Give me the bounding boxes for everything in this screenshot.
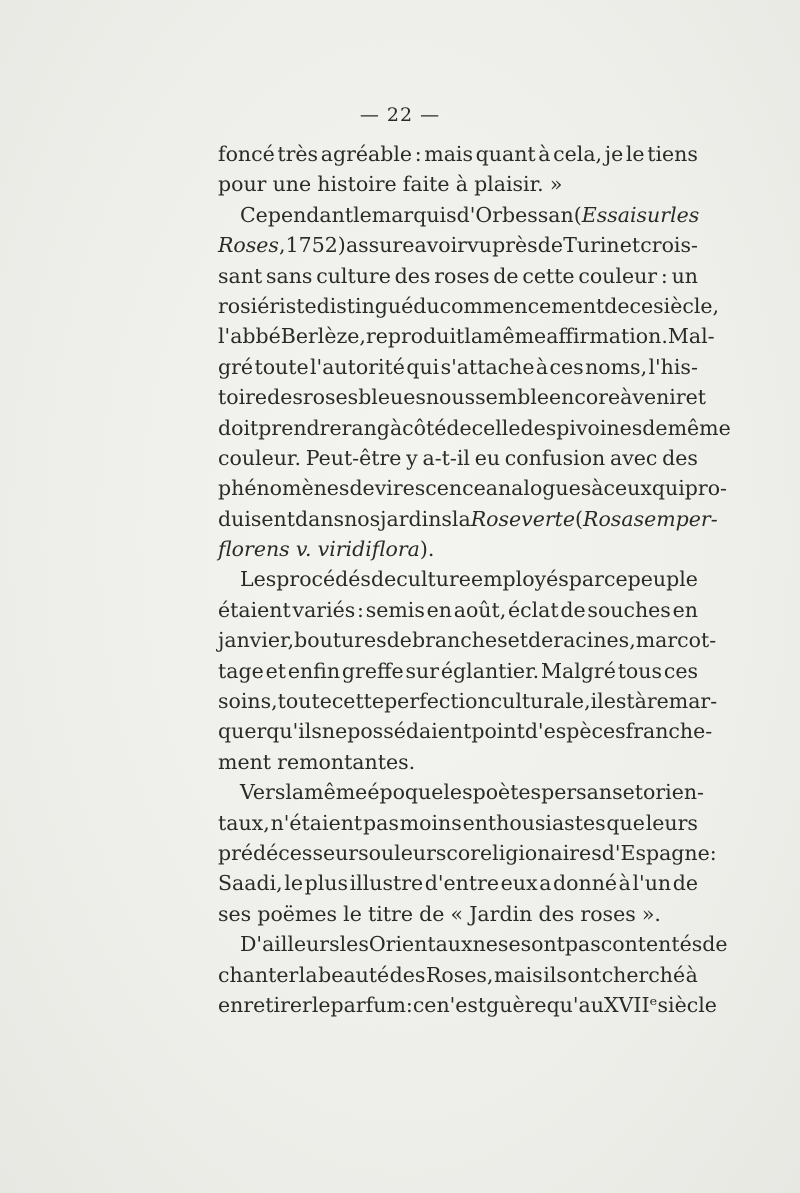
text-line	[218, 382, 707, 412]
word: ne	[321, 719, 348, 744]
word: à	[618, 871, 631, 896]
word: virescence	[374, 476, 486, 501]
word: l'abbé	[218, 324, 281, 349]
word: siècle,	[653, 293, 720, 318]
text-line	[218, 200, 698, 230]
word: ce	[412, 992, 437, 1017]
word: en	[218, 992, 244, 1017]
word	[634, 504, 718, 534]
word: que	[606, 810, 645, 835]
text-line	[218, 504, 718, 534]
text-line	[218, 716, 713, 746]
text-line	[218, 625, 717, 655]
word: culture	[316, 263, 391, 288]
word: noms,	[585, 354, 648, 379]
word: par	[568, 567, 604, 592]
word: ne	[472, 932, 498, 957]
word: (Essai	[573, 202, 637, 227]
word: près	[492, 233, 538, 258]
word: ces	[663, 658, 698, 683]
word: janvier,	[218, 628, 295, 653]
word: ces	[549, 354, 584, 379]
text-line	[218, 595, 698, 625]
word: époque	[367, 780, 444, 805]
word: contentés	[600, 932, 703, 957]
italic-text: sur	[636, 202, 671, 227]
word: titre	[368, 901, 413, 926]
word: la	[451, 506, 471, 531]
word: marquis	[371, 202, 457, 227]
word: boutures	[294, 628, 387, 653]
word: possédaient	[347, 719, 472, 744]
word: même	[304, 780, 368, 805]
word	[471, 504, 521, 534]
word: côté	[402, 415, 447, 440]
text-line	[218, 899, 698, 929]
italic-text: les	[670, 202, 700, 227]
word: beauté	[318, 962, 390, 987]
word: celle	[471, 415, 521, 440]
word: duisent	[218, 506, 295, 531]
word: retirer	[243, 992, 312, 1017]
word: pas	[564, 932, 601, 957]
word: branches	[411, 628, 508, 653]
word: faite	[402, 172, 450, 197]
word: de	[493, 263, 519, 288]
word: des	[394, 263, 431, 288]
word: eu	[474, 445, 501, 470]
word: poètes	[472, 780, 542, 805]
word: (Rosa	[575, 506, 634, 531]
word: toire	[218, 385, 268, 410]
word: rosiériste	[218, 293, 317, 318]
word: doit	[218, 415, 259, 440]
word: variés	[292, 597, 356, 622]
word: n'étaient	[270, 810, 363, 835]
word: pivoines	[556, 415, 643, 440]
word: des	[662, 445, 698, 470]
text-line	[218, 139, 698, 169]
word: plaisir.	[474, 172, 544, 197]
word: commencement	[439, 293, 605, 318]
word: ment	[218, 749, 272, 774]
word: de	[446, 415, 472, 440]
word: qu'ils	[266, 719, 322, 744]
word	[296, 534, 312, 564]
word: prédécesseurs	[218, 840, 369, 865]
word: »	[549, 172, 563, 197]
italic-text: florens	[218, 537, 290, 562]
word: en	[426, 597, 452, 622]
word: tous	[617, 658, 662, 683]
word: roses	[580, 901, 636, 926]
word: souches	[587, 597, 671, 622]
word: mais	[424, 142, 473, 166]
word: l'autorité	[310, 354, 405, 379]
word: toute	[277, 689, 332, 714]
word: a-t-il	[422, 445, 470, 470]
word: Malgré	[541, 658, 616, 683]
word: d'entre	[424, 871, 500, 896]
word: ses	[218, 901, 252, 926]
word: moins	[399, 810, 462, 835]
word: le	[353, 202, 372, 227]
word: Turin	[563, 233, 620, 258]
word: analogues	[485, 476, 592, 501]
word: distingué	[316, 293, 414, 318]
word: D'ailleurs	[240, 932, 340, 957]
word: Les	[240, 567, 277, 592]
word: d'Espagne	[601, 840, 710, 865]
word: août,	[453, 597, 507, 622]
word: quant	[475, 142, 536, 166]
word: qui	[406, 354, 440, 379]
word: histoire	[317, 172, 397, 197]
word: ou	[368, 840, 395, 865]
word: toute	[254, 354, 309, 379]
word: eux	[500, 871, 538, 896]
word: Berlèze,	[280, 324, 366, 349]
word: culture	[396, 567, 471, 592]
italic-text: v.	[295, 537, 312, 562]
word: assure	[345, 233, 415, 258]
word: foncé	[218, 142, 275, 166]
word: XVIIᵉ	[603, 992, 658, 1017]
italic-text: Rose	[470, 506, 522, 531]
word: prendre	[258, 415, 342, 440]
word: des	[538, 901, 575, 926]
word: des	[389, 962, 426, 987]
text-line	[218, 321, 715, 351]
word: orien-	[643, 780, 704, 805]
word: le	[311, 992, 331, 1017]
word	[670, 200, 699, 230]
word: soins,	[218, 689, 278, 714]
text-line	[218, 413, 731, 443]
word: à	[535, 354, 549, 379]
word: couleur	[578, 263, 658, 288]
word: de	[702, 932, 728, 957]
word: leurs	[394, 840, 447, 865]
word: viridiflora).	[317, 537, 435, 562]
word: la	[298, 962, 318, 987]
word: se	[497, 932, 521, 957]
word: ceux	[603, 476, 652, 501]
italic-text: semper-	[633, 506, 718, 531]
word: la	[285, 780, 305, 805]
word: est	[603, 689, 635, 714]
word: quer	[218, 719, 267, 744]
word: des	[520, 415, 557, 440]
word: à	[685, 962, 698, 987]
text-line	[218, 169, 698, 199]
word: remontantes.	[277, 749, 416, 774]
text-line	[218, 868, 698, 898]
word: 1752)	[285, 233, 346, 258]
word: à	[591, 476, 604, 501]
word: pas	[362, 810, 399, 835]
word: rang	[341, 415, 390, 440]
text-line	[218, 352, 698, 382]
word: :	[660, 263, 668, 288]
word: le	[625, 142, 645, 166]
word: à	[634, 689, 647, 714]
text-line	[218, 230, 698, 260]
word: taux,	[218, 810, 270, 835]
word: Saadi,	[218, 871, 283, 896]
word: plus	[304, 871, 349, 896]
word: enfin	[287, 658, 341, 683]
word: roses	[434, 263, 490, 288]
word: et	[507, 628, 529, 653]
word: Cependant	[240, 202, 354, 227]
word: parfum	[330, 992, 406, 1017]
word: l'his-	[648, 354, 698, 379]
word: point	[471, 719, 525, 744]
text-line	[218, 990, 717, 1020]
word: de	[386, 628, 412, 653]
word: bleues	[358, 385, 426, 410]
word: de	[370, 567, 397, 592]
word: greffe	[341, 658, 404, 683]
word: les	[443, 780, 473, 805]
word: et	[685, 385, 707, 410]
word: le	[284, 871, 303, 896]
word: nous	[425, 385, 476, 410]
word: affirmation.	[546, 324, 668, 349]
word: une	[272, 172, 312, 197]
word: ce	[629, 293, 654, 318]
word: racines,	[553, 628, 636, 653]
word: la	[464, 324, 484, 349]
word: Vers	[240, 780, 286, 805]
word: marcot-	[635, 628, 717, 653]
word: pour	[218, 172, 267, 197]
word: dans	[294, 506, 345, 531]
word: d'espèces	[524, 719, 626, 744]
word: pro-	[684, 476, 727, 501]
word: et	[619, 233, 641, 258]
word: persans	[541, 780, 623, 805]
word: remar-	[646, 689, 718, 714]
word: guère	[486, 992, 547, 1017]
word: et	[622, 780, 643, 805]
word: :	[357, 597, 364, 622]
word: de	[419, 901, 445, 926]
text-line	[218, 656, 698, 686]
word: Roses,	[425, 962, 494, 987]
word: gré	[218, 354, 254, 379]
word: Roses,	[218, 233, 286, 258]
word: :	[414, 142, 422, 166]
word: même	[483, 324, 547, 349]
text-line	[218, 808, 698, 838]
word: ont	[567, 962, 602, 987]
word: sans	[265, 263, 313, 288]
word: des	[267, 385, 303, 410]
word: Peut-être	[305, 445, 402, 470]
word: Orientaux	[368, 932, 473, 957]
word: vu	[467, 233, 492, 258]
word: en	[672, 597, 698, 622]
word: donné	[553, 871, 618, 896]
word: franche-	[625, 719, 713, 744]
word: de	[642, 415, 668, 440]
body-text	[218, 139, 731, 1020]
word: il	[590, 689, 604, 714]
word: poëmes	[257, 901, 338, 926]
word: du	[413, 293, 440, 318]
text-line	[218, 261, 698, 291]
word: et	[265, 658, 286, 683]
word: jardins	[380, 506, 452, 531]
word: le	[343, 901, 362, 926]
text-line	[218, 564, 698, 594]
word: avec	[610, 445, 658, 470]
word: Jardin	[469, 901, 533, 926]
word: couleur.	[218, 445, 301, 470]
word: employés	[470, 567, 569, 592]
word	[521, 504, 575, 534]
word: a	[539, 871, 552, 896]
word: ce	[603, 567, 628, 592]
italic-text: verte	[521, 506, 576, 531]
word: n'est	[436, 992, 487, 1017]
word: à	[620, 385, 633, 410]
word: sont	[520, 932, 565, 957]
word: «	[450, 901, 464, 926]
word: phénomènes	[218, 476, 350, 501]
word: de	[672, 871, 698, 896]
word: encore	[549, 385, 621, 410]
word: agréable	[320, 142, 413, 166]
word: semis	[365, 597, 425, 622]
text-line	[218, 960, 698, 990]
italic-text: Essai	[581, 202, 637, 227]
word: de	[537, 233, 564, 258]
text-line	[218, 443, 698, 473]
text-line	[218, 473, 727, 503]
word: étaient	[218, 597, 291, 622]
word: perfection	[384, 689, 491, 714]
word: mais	[493, 962, 543, 987]
word: à	[389, 415, 403, 440]
text-line	[218, 534, 698, 564]
word: de	[349, 476, 375, 501]
word: très	[277, 142, 319, 166]
word: culturale,	[490, 689, 591, 714]
word: un	[671, 263, 698, 288]
word: qu'au	[546, 992, 604, 1017]
italic-text: Rosa	[583, 506, 634, 531]
word: tage	[218, 658, 264, 683]
page-number: — 22 —	[359, 104, 441, 126]
word: à	[538, 142, 551, 166]
word: ».	[641, 901, 661, 926]
word: d'Orbessan	[456, 202, 574, 227]
word: s'attache	[440, 354, 535, 379]
word: même	[667, 415, 731, 440]
word: confusion	[504, 445, 606, 470]
word: crois-	[640, 233, 698, 258]
word: :	[709, 840, 717, 865]
word: coreligionaires	[446, 840, 602, 865]
word: chanter	[218, 962, 299, 987]
italic-text: Roses	[218, 233, 279, 258]
text-line	[218, 777, 704, 807]
word: je	[604, 142, 624, 166]
word: sant	[218, 263, 263, 288]
word: cette	[331, 689, 385, 714]
word: cherché	[601, 962, 686, 987]
text-line	[218, 747, 698, 777]
word: leurs	[645, 810, 698, 835]
italic-text: viridiflora	[317, 537, 420, 562]
word: peuple	[627, 567, 698, 592]
word: :	[405, 992, 413, 1017]
text-line	[218, 686, 718, 716]
word: procédés	[276, 567, 371, 592]
text-line	[218, 291, 720, 321]
word: cela,	[553, 142, 603, 166]
word: roses	[302, 385, 359, 410]
word: avoir	[414, 233, 467, 258]
word: illustre	[349, 871, 424, 896]
word: Mal-	[667, 324, 715, 349]
word: églantier.	[440, 658, 540, 683]
word: qui	[651, 476, 685, 501]
word: sur	[405, 658, 440, 683]
word: de	[560, 597, 586, 622]
word: ils	[543, 962, 567, 987]
word: nos	[344, 506, 381, 531]
word: éclat	[508, 597, 559, 622]
text-line	[218, 838, 717, 868]
word: semble	[475, 385, 550, 410]
word: y	[406, 445, 418, 470]
text-line	[218, 929, 728, 959]
word: venir	[632, 385, 686, 410]
word	[218, 534, 290, 564]
word: à	[455, 172, 468, 197]
word: de	[604, 293, 630, 318]
word: reproduit	[365, 324, 465, 349]
word: de	[528, 628, 554, 653]
word: les	[339, 932, 369, 957]
word: cette	[522, 263, 575, 288]
word: enthousiastes	[462, 810, 606, 835]
word	[637, 200, 671, 230]
word: tiens	[647, 142, 698, 166]
word: l'un	[632, 871, 672, 896]
word: siècle	[657, 992, 717, 1017]
